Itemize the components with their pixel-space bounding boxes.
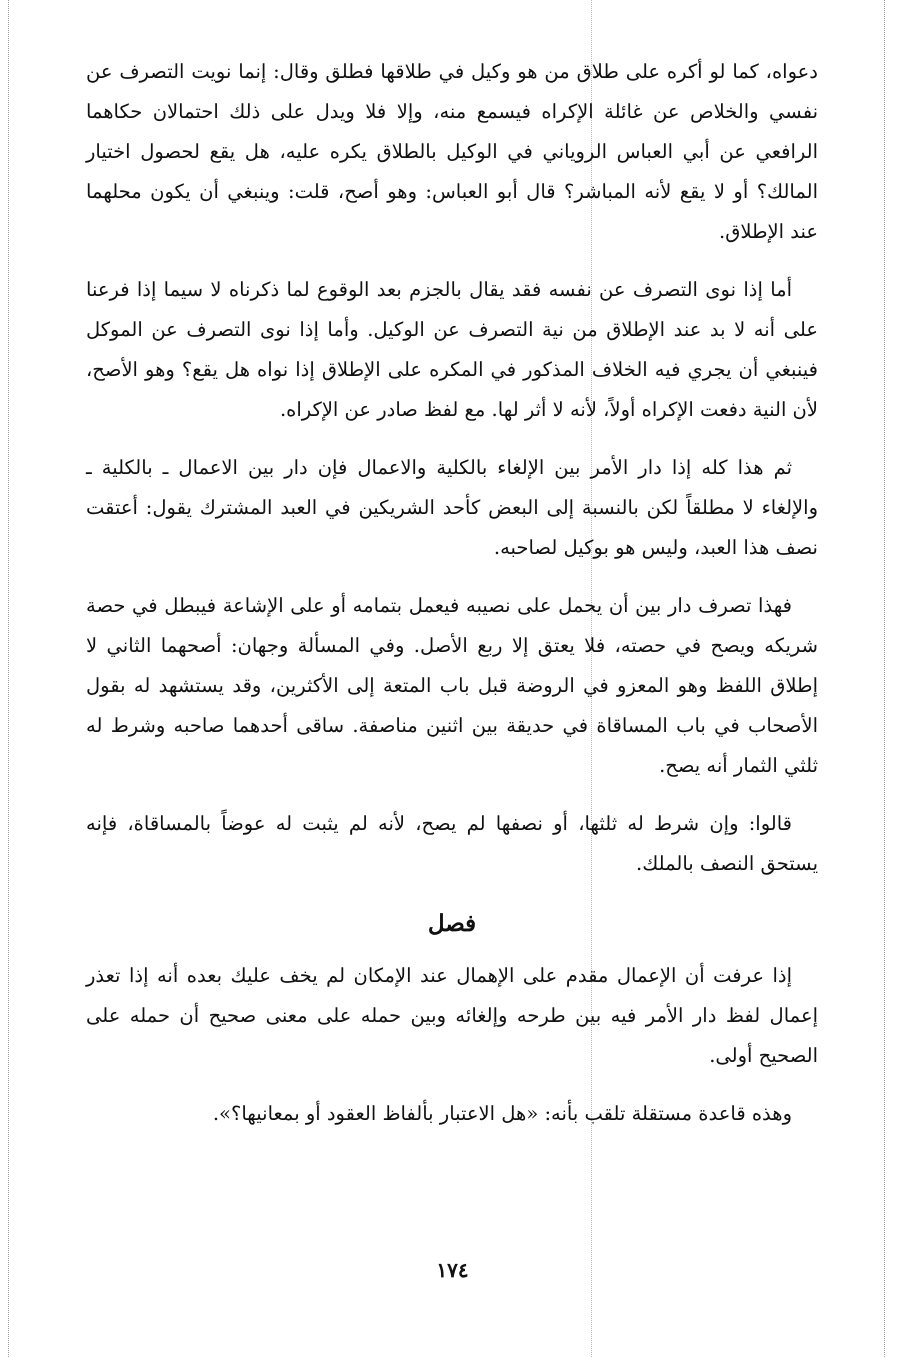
page-number: ١٧٤	[436, 1258, 469, 1282]
left-margin-dots	[8, 0, 9, 1357]
body-text	[86, 52, 818, 1152]
paragraph-4: فهذا تصرف دار بين أن يحمل على نصيبه فيعمل بتمامه أو على الإشاعة فيبطل في حصة شريكه ويصح في حصته، فلا يعتق إلا ربع الأصل. وفي المسألة وجهان: أصحهما الثاني لا إطلاق اللفظ وهو المعزو في الروضة قبل باب المتعة إلى الأكثرين، وقد يستشهد له بقول الأصحاب في باب المساقاة في حديقة بين اثنين مناصفة. ساقى أحدهما صاحبه وشرط له ثلثي الثمار أنه يصح.	[86, 594, 818, 777]
paragraph-2: أما إذا نوى التصرف عن نفسه فقد يقال بالجزم بعد الوقوع لما ذكرناه لا سيما إذا فرعنا على أنه لا بد عند الإطلاق من نية التصرف عن الوكيل. وأما إذا نوى التصرف عن الموكل فينبغي أن يجري فيه الخلاف المذكور في المكره على الإطلاق إذا نواه هل يقع؟ وهو الأصح، لأن النية دفعت الإكراه أولاً، لأنه لا أثر لها. مع لفظ صادر عن الإكراه.	[86, 278, 818, 421]
paragraph-3: ثم هذا كله إذا دار الأمر بين الإلغاء بالكلية والاعمال فإن دار بين الاعمال ـ بالكلية ـ والإلغاء لا مطلقاً لكن بالنسبة إلى البعض كأحد الشريكين في العبد المشترك يقول: أعتقت نصف هذا العبد، وليس هو بوكيل لصاحبه.	[86, 456, 818, 559]
paragraph-1: دعواه، كما لو أكره على طلاق من هو وكيل في طلاقها فطلق وقال: إنما نويت التصرف عن نفسي والخلاص عن غائلة الإكراه فيسمع منه، وإلا فلا ويدل على ذلك احتمالان حكاهما الرافعي عن أبي العباس الروياني في الوكيل بالطلاق يكره عليه، هل يقع لحصول اختيار المالك؟ أو لا يقع لأنه المباشر؟ قال أبو العباس: وهو أصح، قلت: وينبغي أن يكون محلهما عند الإطلاق.	[86, 60, 818, 243]
section-heading: فصل	[427, 910, 477, 937]
paragraph-7: وهذه قاعدة مستقلة تلقب بأنه: «هل الاعتبار بألفاظ العقود أو بمعانيها؟».	[212, 1102, 792, 1125]
paragraph-6: إذا عرفت أن الإعمال مقدم على الإهمال عند الإمكان لم يخف عليك بعده أنه إذا تعذر إعمال لفظ دار الأمر فيه بين طرحه وإلغائه وبين حمله على معنى صحيح أن حمله على الصحيح أولى.	[86, 964, 818, 1067]
right-margin-dots	[884, 0, 885, 1357]
paragraph-5: قالوا: وإن شرط له ثلثها، أو نصفها لم يصح، لأنه لم يثبت له عوضاً بالمساقاة، فإنه يستحق النصف بالملك.	[86, 812, 818, 875]
